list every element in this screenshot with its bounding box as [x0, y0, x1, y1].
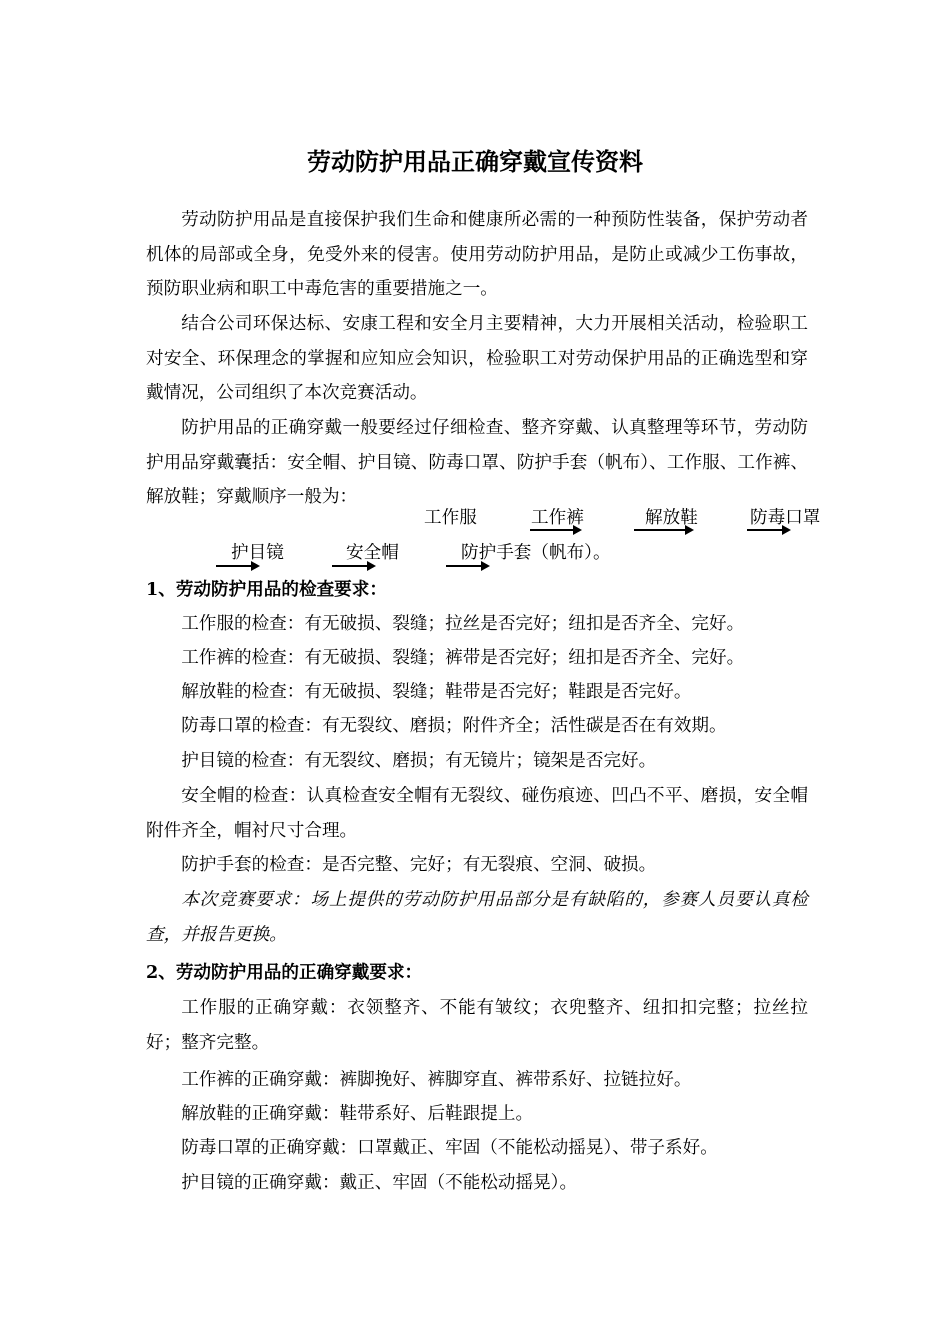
wearing-sequence: [0, 0, 950, 600]
check-item-5: 护目镜的检查：有无裂纹、磨损；有无镜片；镜架是否完好。: [181, 751, 657, 771]
arrow-right-icon: [747, 529, 789, 531]
arrow-right-icon: [530, 529, 580, 531]
wear-item-1: 工作服的正确穿戴：衣领整齐、不能有皱纹；衣兜整齐、纽扣扣完整；拉丝拉好；整齐完整。: [146, 998, 808, 1053]
intro-paragraph-1: 劳动防护用品是直接保护我们生命和健康所必需的一种预防性装备，保护劳动者机体的局部或全身，免受外来的侵害。使用劳动防护用品，是防止或减少工伤事故，预防职业病和职工中毒危害的重要措施之一。: [146, 210, 808, 299]
sequence-item-3: 解放鞋: [645, 508, 698, 528]
sequence-item-1: 工作服: [424, 508, 477, 528]
sequence-item-5: 护目镜: [231, 543, 284, 563]
arrow-right-icon: [446, 565, 488, 567]
check-item-3: 解放鞋的检查：有无破损、裂缝；鞋带是否完好；鞋跟是否完好。: [181, 682, 692, 702]
sequence-item-2: 工作裤: [531, 508, 584, 528]
arrow-right-icon: [634, 529, 692, 531]
sequence-item-7: 防护手套（帆布）。: [461, 543, 611, 563]
check-item-1: 工作服的检查：有无破损、裂缝；拉丝是否完好；纽扣是否齐全、完好。: [181, 614, 745, 634]
arrow-right-icon: [216, 565, 258, 567]
arrow-right-icon: [332, 565, 374, 567]
sequence-item-6: 安全帽: [346, 543, 399, 563]
intro-paragraph-3: 防护用品的正确穿戴一般要经过仔细检查、整齐穿戴、认真整理等环节，劳动防护用品穿戴囊括：安全帽、护目镜、防毒口罩、防护手套（帆布）、工作服、工作裤、解放鞋；穿戴顺序一般为：: [146, 418, 808, 507]
check-item-7: 防护手套的检查：是否完整、完好；有无裂痕、空洞、破损。: [181, 855, 657, 875]
wear-item-3: 解放鞋的正确穿戴：鞋带系好、后鞋跟提上。: [181, 1104, 534, 1124]
section-1-heading: 1、劳动防护用品的检查要求：: [146, 579, 387, 600]
wear-item-2: 工作裤的正确穿戴：裤脚挽好、裤脚穿直、裤带系好、拉链拉好。: [181, 1070, 692, 1090]
section-2-heading: 2、劳动防护用品的正确穿戴要求：: [146, 962, 423, 983]
sequence-item-4a: 防毒口罩: [750, 508, 821, 528]
check-item-2: 工作裤的检查：有无破损、裂缝；裤带是否完好；纽扣是否齐全、完好。: [181, 648, 745, 668]
check-item-6: 安全帽的检查：认真检查安全帽有无裂纹、碰伤痕迹、凹凸不平、磨损，安全帽附件齐全，帽衬尺寸合理。: [146, 786, 808, 841]
check-item-4: 防毒口罩的检查：有无裂纹、磨损；附件齐全；活性碳是否在有效期。: [181, 716, 727, 736]
competition-note: 本次竞赛要求：场上提供的劳动防护用品部分是有缺陷的，参赛人员要认真检查，并报告更换。: [146, 890, 808, 945]
wear-item-4: 防毒口罩的正确穿戴：口罩戴正、牢固（不能松动摇晃）、带子系好。: [181, 1138, 718, 1158]
wear-item-5: 护目镜的正确穿戴：戴正、牢固（不能松动摇晃）。: [181, 1173, 578, 1193]
intro-paragraph-2: 结合公司环保达标、安康工程和安全月主要精神，大力开展相关活动，检验职工对安全、环保理念的掌握和应知应会知识，检验职工对劳动保护用品的正确选型和穿戴情况，公司组织了本次竞赛活动。: [146, 314, 808, 403]
document-title: 劳动防护用品正确穿戴宣传资料: [307, 147, 643, 176]
